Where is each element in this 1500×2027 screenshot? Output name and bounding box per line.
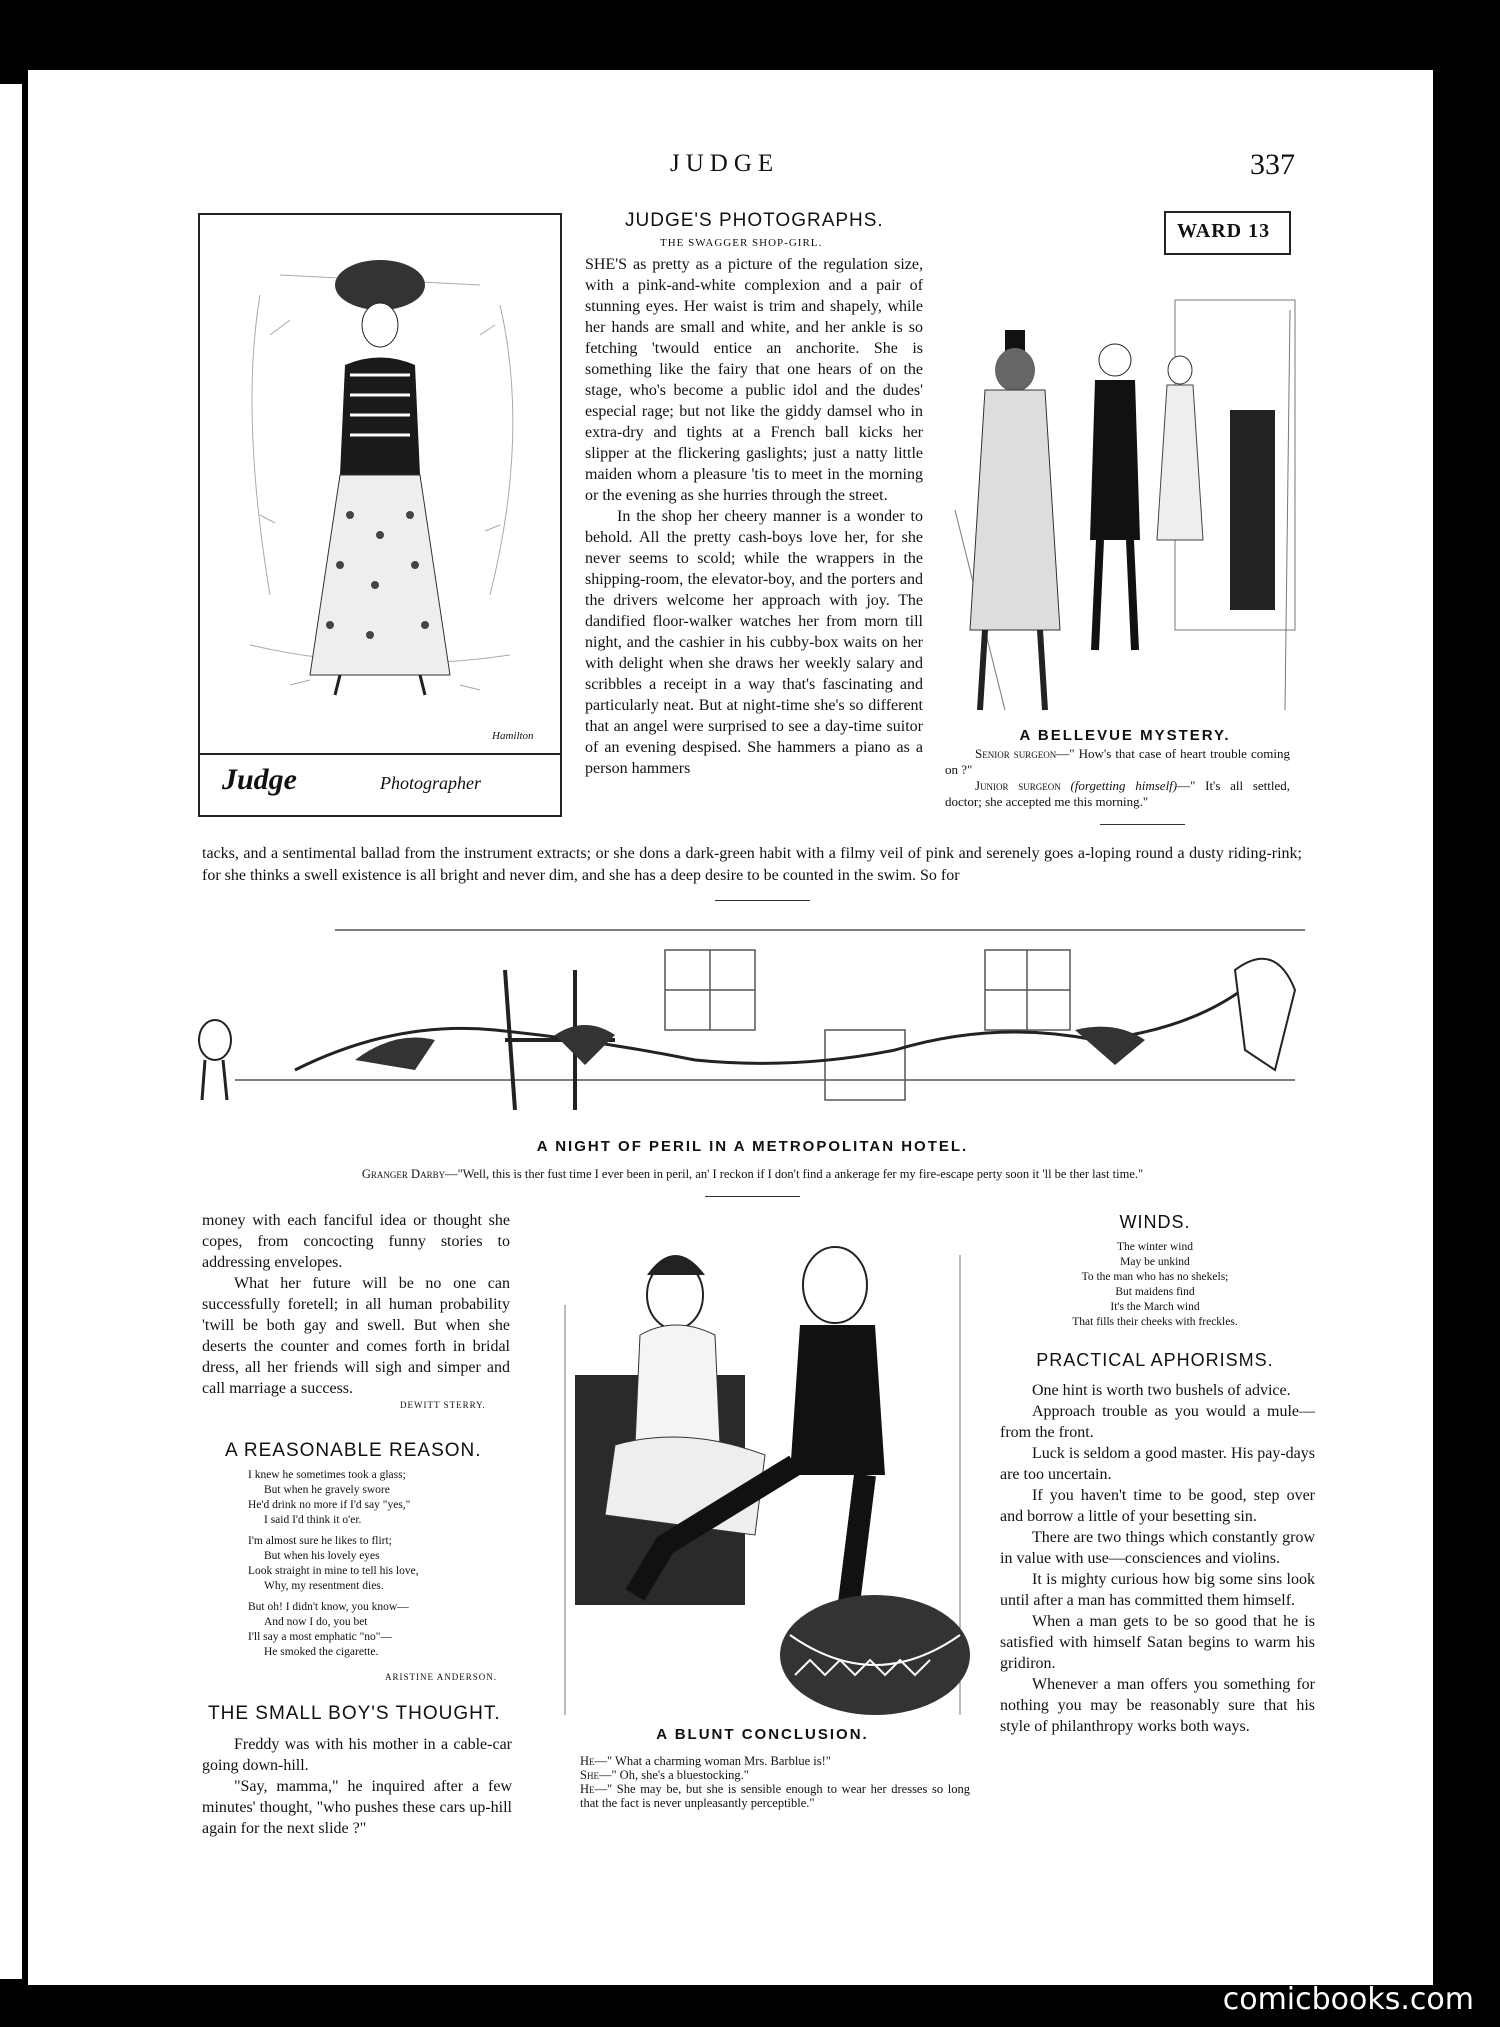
speaker: Granger Darby bbox=[361, 1167, 446, 1181]
poem-line: But maidens find bbox=[1115, 1286, 1195, 1298]
speaker: He bbox=[580, 1782, 595, 1796]
dialogue: —"Well, this is ther fust time I ever been in peril, an' I reckon if I don't find a ankerage fer my fire-escape perty soon it 'll be ther last time." bbox=[445, 1167, 1144, 1181]
article-subtitle: THE SWAGGER SHOP-GIRL. bbox=[660, 237, 823, 249]
poem-line: I knew he sometimes took a glass; bbox=[248, 1469, 406, 1481]
poem-line: May be unkind bbox=[1120, 1256, 1190, 1268]
poem-author: ARISTINE ANDERSON. bbox=[385, 1672, 498, 1682]
article-paragraph: money with each fanciful idea or thought she copes, from concocting funny stories to addressing envelopes. bbox=[202, 1212, 510, 1271]
aside: (forgetting himself) bbox=[1070, 778, 1178, 793]
aphorism: There are two things which constantly grow in value with use—consciences and violins. bbox=[1000, 1529, 1315, 1567]
dialogue: —" She may be, but she is sensible enough to wear her dresses so long that the fact is never unpleasantly perceptible." bbox=[580, 1782, 970, 1810]
article-author: DEWITT STERRY. bbox=[400, 1400, 486, 1410]
poem-line: He'd drink no more if I'd say "yes," bbox=[248, 1499, 411, 1511]
poem-stanza bbox=[248, 1534, 518, 1594]
story-body bbox=[202, 1734, 512, 1839]
story-paragraph: Freddy was with his mother in a cable-car going down-hill. bbox=[202, 1736, 512, 1774]
poem-line: To the man who has no shekels; bbox=[1081, 1271, 1229, 1283]
article-title: JUDGE'S PHOTOGRAPHS. bbox=[625, 210, 884, 231]
poem-line: But oh! I didn't know, you know— bbox=[248, 1601, 409, 1613]
poem-line: The winter wind bbox=[1116, 1241, 1193, 1253]
card-divider bbox=[200, 753, 560, 755]
poem-line: And now I do, you bet bbox=[264, 1616, 368, 1628]
divider bbox=[1100, 824, 1185, 825]
article-paragraph: SHE'S as pretty as a picture of the regulation size, with a pink-and-white complexion and a pair of stunning eyes. Her waist is trim and shapely, while her hands are small and white, and her ankle is so fetching 'twould entice an anchorite. She is something like the fairy that one hears of on the stage, who's become a public idol and the dudes' especial rage; but not like the giddy damsel who in extra-dry and tights at a French ball kicks her slipper at the flickering gaslights; just a natty little maiden whom a pleasure 'tis to meet in the morning or the evening as she hurries through the street. bbox=[585, 256, 923, 504]
poem-line: But when his lovely eyes bbox=[264, 1550, 380, 1562]
blunt-title: A BLUNT CONCLUSION. bbox=[656, 1726, 869, 1743]
masthead: JUDGE bbox=[670, 150, 780, 177]
article-body-bottom bbox=[202, 1210, 510, 1399]
dialogue: —" What a charming woman Mrs. Barblue is!" bbox=[594, 1754, 831, 1768]
blunt-caption bbox=[580, 1754, 970, 1810]
article-body-top bbox=[585, 254, 923, 779]
winds-title: WINDS. bbox=[1119, 1212, 1191, 1232]
aphorism: It is mighty curious how big some sins look until after a man has committed them himself. bbox=[1000, 1571, 1315, 1609]
poem-line: I said I'd think it o'er. bbox=[264, 1514, 362, 1526]
poem-body bbox=[248, 1468, 518, 1660]
divider bbox=[715, 900, 810, 901]
winds-poem bbox=[1000, 1240, 1310, 1330]
poem-line: That fills their cheeks with freckles. bbox=[1072, 1316, 1238, 1328]
shop-girl-illustration bbox=[200, 215, 560, 755]
story-title: THE SMALL BOY'S THOUGHT. bbox=[208, 1703, 501, 1724]
hotel-peril-illustration bbox=[195, 910, 1310, 1135]
poem-line: Why, my resentment dies. bbox=[264, 1580, 384, 1592]
card-label: Photographer bbox=[380, 773, 481, 793]
article-paragraph: What her future will be no one can successfully foretell; in all human probability 'twill be both gay and swell. But when she deserts the counter and comes forth in bridal dress, all her friends will sigh and simper and call marriage a success. bbox=[202, 1275, 510, 1397]
aphorisms-body bbox=[1000, 1380, 1315, 1737]
couple-illustration bbox=[545, 1215, 980, 1720]
poem-line: It's the March wind bbox=[1110, 1301, 1200, 1313]
poem-title: A REASONABLE REASON. bbox=[225, 1440, 482, 1461]
dialogue: —" Oh, she's a bluestocking." bbox=[598, 1768, 749, 1782]
poem-line: Look straight in mine to tell his love, bbox=[248, 1565, 419, 1577]
speaker: Senior surgeon bbox=[975, 746, 1057, 761]
poem-line: He smoked the cigarette. bbox=[264, 1646, 379, 1658]
article-paragraph: In the shop her cheery manner is a wonder to behold. All the pretty cash-boys love her, for she never seems to scold; while the wrappers in the shipping-room, the elevator-boy, and the porters and the drivers welcome her approach with joy. The dandified floor-walker watches her from morn till night, and the cashier in his cubby-box waits on her with delight when she draws her weekly salary and scribbles a receipt in a way that's fascinating and particularly neat. But at night-time she's so different that an angel were surprised to see a day-time suitor of an evening despised. She hammers a piano as a person hammers bbox=[585, 508, 923, 777]
speaker: She bbox=[580, 1768, 599, 1782]
bellevue-caption bbox=[945, 746, 1290, 810]
divider bbox=[705, 1196, 800, 1197]
poem-line: I'll say a most emphatic "no"— bbox=[248, 1631, 393, 1643]
dialogue: —" It's all settled, doctor; she accepted me this morning." bbox=[945, 778, 1290, 809]
page-number: 337 bbox=[1250, 148, 1295, 181]
bellevue-illustration bbox=[945, 210, 1305, 725]
aphorisms-title: PRACTICAL APHORISMS. bbox=[1036, 1350, 1274, 1370]
previous-page-edge bbox=[0, 84, 22, 1979]
aphorism: One hint is worth two bushels of advice. bbox=[1032, 1382, 1291, 1399]
watermark: comicbooks.com bbox=[1222, 1982, 1474, 2017]
poem-line: But when he gravely swore bbox=[264, 1484, 390, 1496]
aphorism: Luck is seldom a good master. His pay-days are too uncertain. bbox=[1000, 1445, 1315, 1483]
story-paragraph: "Say, mamma," he inquired after a few minutes' thought, "who pushes these cars up-hill again for the next slide ?" bbox=[202, 1778, 512, 1837]
poem-stanza bbox=[248, 1600, 518, 1660]
ward-sign: WARD 13 bbox=[1177, 220, 1271, 242]
aphorism: When a man gets to be so good that he is satisfied with himself Satan begins to warm his gridiron. bbox=[1000, 1613, 1315, 1672]
peril-title: A NIGHT OF PERIL IN A METROPOLITAN HOTEL. bbox=[536, 1138, 969, 1155]
aphorism: Whenever a man offers you something for nothing you may be reasonably sure that his style of philanthropy works both ways. bbox=[1000, 1676, 1315, 1735]
aphorism: If you haven't time to be good, step over and borrow a little of your besetting sin. bbox=[1000, 1487, 1315, 1525]
poem-stanza bbox=[248, 1468, 518, 1528]
aphorism: Approach trouble as you would a mule—from the front. bbox=[1000, 1403, 1315, 1441]
article-continuation: tacks, and a sentimental ballad from the instrument extracts; or she dons a dark-green habit with a filmy veil of pink and serenely goes a-loping round a dusty riding-rink; for she thinks a swell existence is all bright and never dim, and she has a deep desire to be counted in the swim. So for bbox=[202, 845, 1302, 884]
bellevue-title: A BELLEVUE MYSTERY. bbox=[1019, 727, 1231, 744]
artist-signature: Hamilton bbox=[492, 730, 534, 742]
peril-caption bbox=[195, 1166, 1310, 1182]
card-brand: Judge bbox=[222, 763, 297, 796]
poem-line: I'm almost sure he likes to flirt; bbox=[248, 1535, 392, 1547]
speaker: He bbox=[580, 1754, 595, 1768]
photo-card bbox=[198, 213, 562, 817]
dialogue: —" How's that case of heart trouble coming on ?" bbox=[945, 746, 1290, 777]
speaker: Junior surgeon bbox=[975, 778, 1061, 793]
